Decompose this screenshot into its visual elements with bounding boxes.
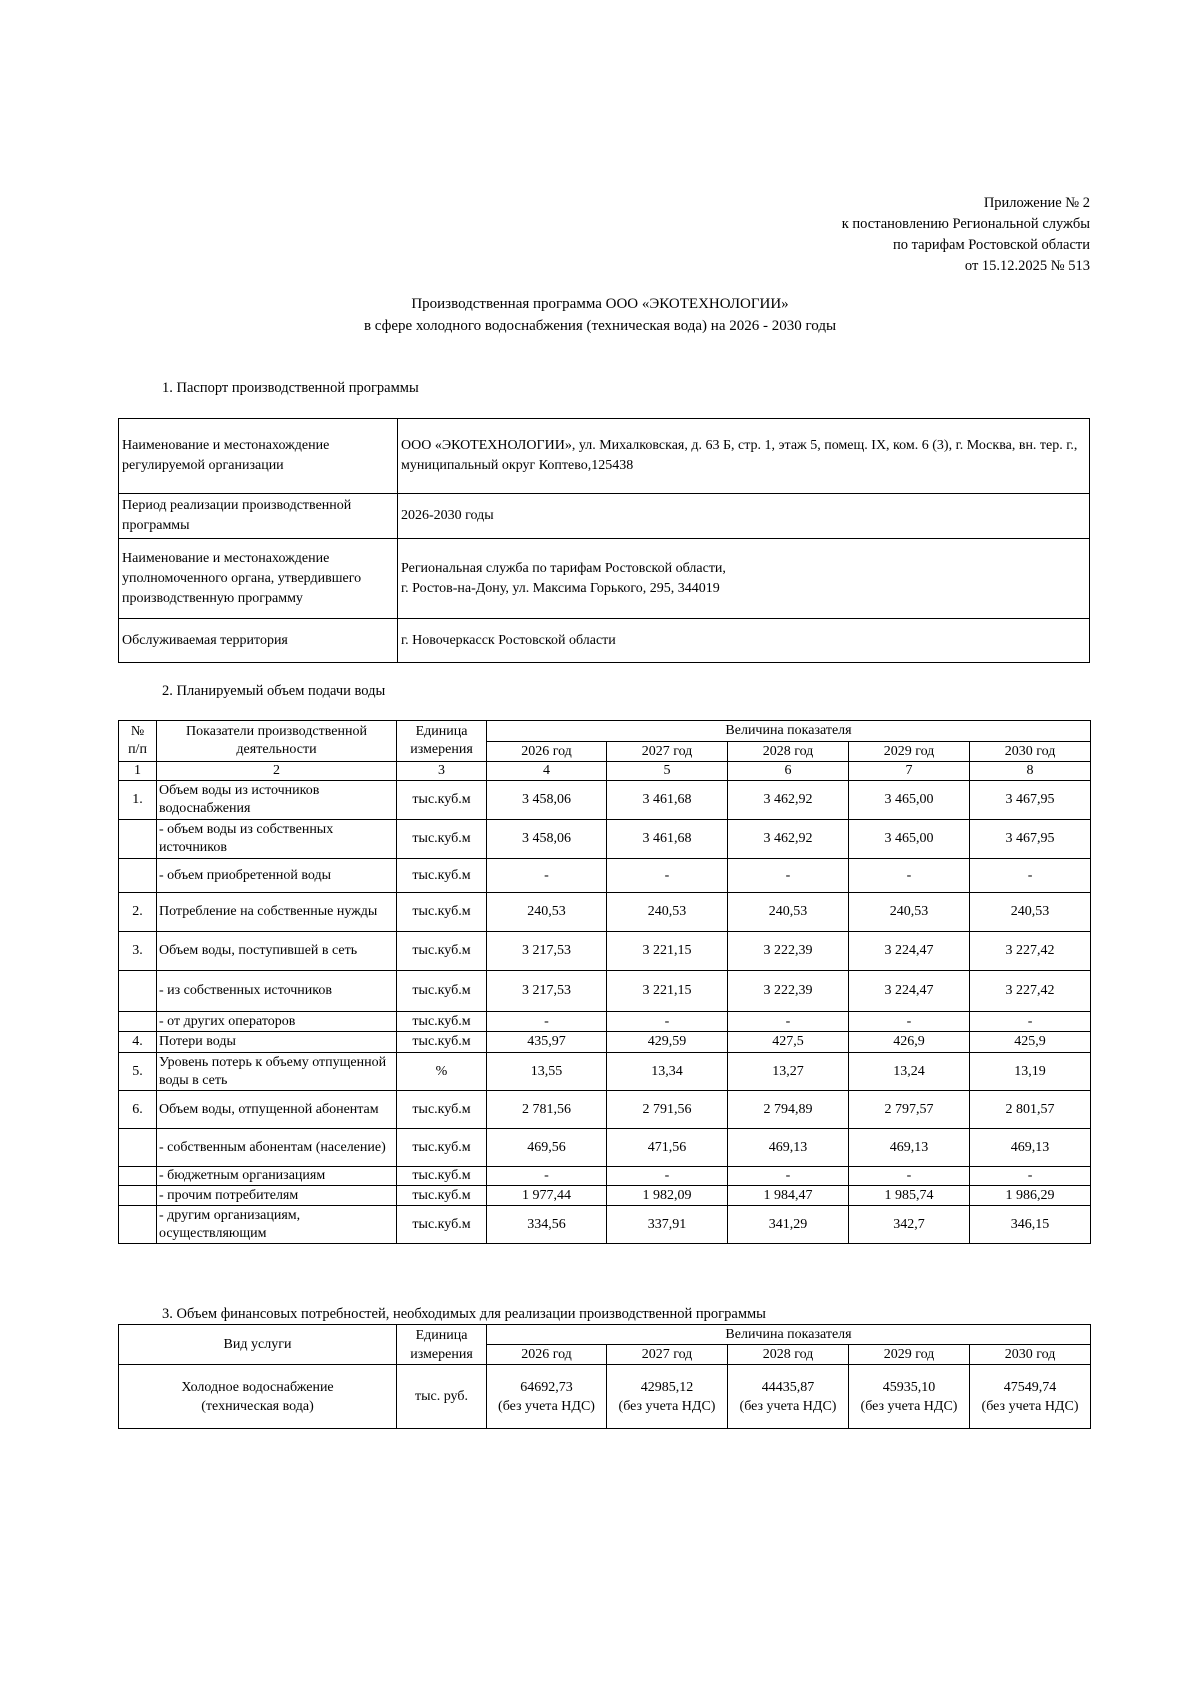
financial-needs-table xyxy=(118,1324,1091,1429)
value-cell: - xyxy=(728,1012,849,1032)
passport-value: г. Новочеркасск Ростовской области xyxy=(398,619,1090,663)
table-row xyxy=(119,932,1091,971)
value-cell: 341,29 xyxy=(728,1206,849,1244)
unit-cell: тыс.куб.м xyxy=(397,1129,487,1167)
passport-table xyxy=(118,418,1090,663)
value-cell: 3 461,68 xyxy=(607,820,728,859)
vat-note: (без учета НДС) xyxy=(981,1398,1079,1414)
value-cell: 3 465,00 xyxy=(849,781,970,820)
year-header: 2026 год xyxy=(487,742,607,762)
passport-value xyxy=(398,539,1090,619)
indicator-label: Объем воды, поступившей в сеть xyxy=(157,932,397,971)
value-cell: 427,5 xyxy=(728,1032,849,1053)
row-number: 4. xyxy=(119,1032,157,1053)
value-cell: 3 467,95 xyxy=(970,781,1091,820)
appendix-number: Приложение № 2 xyxy=(983,195,1090,211)
value-cell: 3 227,42 xyxy=(970,971,1091,1012)
value-cell: 469,13 xyxy=(849,1129,970,1167)
indicator-label: - прочим потребителям xyxy=(157,1186,397,1206)
passport-label: Наименование и местонахождение регулируемой организации xyxy=(119,419,398,494)
passport-label: Обслуживаемая территория xyxy=(119,619,398,663)
service-cell xyxy=(119,1365,397,1429)
year-header: 2027 год xyxy=(607,1345,728,1365)
value-cell: 3 458,06 xyxy=(487,781,607,820)
header-text: Единица xyxy=(415,724,468,739)
column-unit-header xyxy=(397,721,487,762)
column-indicator-header: Показатели производственной деятельности xyxy=(157,721,397,762)
value-cell: 3 224,47 xyxy=(849,932,970,971)
unit-cell: тыс. руб. xyxy=(397,1365,487,1429)
value-cell: 3 227,42 xyxy=(970,932,1091,971)
value-cell: 2 794,89 xyxy=(728,1091,849,1129)
value-cell: 240,53 xyxy=(487,893,607,932)
value-cell: 13,27 xyxy=(728,1053,849,1091)
column-number-row xyxy=(119,762,1091,781)
header-text: измерения xyxy=(410,742,473,757)
passport-value: 2026-2030 годы xyxy=(398,494,1090,539)
vat-note: (без учета НДС) xyxy=(498,1398,595,1414)
row-number xyxy=(119,1206,157,1244)
row-number: 6. xyxy=(119,1091,157,1129)
table-row xyxy=(119,1053,1091,1091)
value-cell: 240,53 xyxy=(970,893,1091,932)
value-cell: 426,9 xyxy=(849,1032,970,1053)
value-cell: 2 781,56 xyxy=(487,1091,607,1129)
table-row xyxy=(119,539,1090,619)
amount: 64692,73 xyxy=(520,1379,573,1395)
column-value-header: Величина показателя xyxy=(487,721,1091,742)
value-cell: 469,56 xyxy=(487,1129,607,1167)
appendix-line-2: к постановлению Региональной службы xyxy=(841,216,1090,232)
value-cell: - xyxy=(970,1167,1091,1186)
table-row xyxy=(119,419,1090,494)
value-cell: 3 224,47 xyxy=(849,971,970,1012)
table-row xyxy=(119,1186,1091,1206)
indicator-label: Объем воды, отпущенной абонентам xyxy=(157,1091,397,1129)
table-row xyxy=(119,781,1091,820)
value-cell: - xyxy=(607,1167,728,1186)
indicator-label: - другим организациям, осуществляющим xyxy=(157,1206,397,1244)
row-number: 3. xyxy=(119,932,157,971)
column-index: 3 xyxy=(397,762,487,781)
row-number xyxy=(119,859,157,893)
value-cell: 240,53 xyxy=(849,893,970,932)
value-cell xyxy=(728,1365,849,1429)
unit-cell: тыс.куб.м xyxy=(397,1206,487,1244)
value-cell: - xyxy=(487,1167,607,1186)
unit-cell: тыс.куб.м xyxy=(397,1012,487,1032)
row-number: 2. xyxy=(119,893,157,932)
value-cell: 3 221,15 xyxy=(607,932,728,971)
service-header: Вид услуги xyxy=(119,1325,397,1365)
unit-cell: % xyxy=(397,1053,487,1091)
header-text: измерения xyxy=(410,1346,473,1362)
value-cell: 346,15 xyxy=(970,1206,1091,1244)
unit-cell: тыс.куб.м xyxy=(397,1091,487,1129)
year-header: 2026 год xyxy=(487,1345,607,1365)
table-row xyxy=(119,1129,1091,1167)
value-cell: - xyxy=(487,1012,607,1032)
value-cell xyxy=(849,1365,970,1429)
value-cell: 240,53 xyxy=(607,893,728,932)
table-row xyxy=(119,619,1090,663)
value-cell: 3 467,95 xyxy=(970,820,1091,859)
value-cell: 2 797,57 xyxy=(849,1091,970,1129)
water-volume-body xyxy=(119,781,1091,1244)
table-row xyxy=(119,1012,1091,1032)
row-number xyxy=(119,1186,157,1206)
service-line-1: Холодное водоснабжение xyxy=(181,1379,334,1395)
value-cell: 435,97 xyxy=(487,1032,607,1053)
water-volume-table xyxy=(118,720,1091,1244)
indicator-label: - из собственных источников xyxy=(157,971,397,1012)
table-header-row xyxy=(119,721,1091,742)
table-row xyxy=(119,1091,1091,1129)
unit-cell: тыс.куб.м xyxy=(397,1032,487,1053)
value-cell: - xyxy=(849,1012,970,1032)
section-3-title: 3. Объем финансовых потребностей, необходимых для реализации производственной программы xyxy=(162,1306,766,1322)
unit-cell: тыс.куб.м xyxy=(397,859,487,893)
table-row xyxy=(119,859,1091,893)
indicator-label: - собственным абонентам (население) xyxy=(157,1129,397,1167)
value-cell: 3 465,00 xyxy=(849,820,970,859)
value-cell: 3 458,06 xyxy=(487,820,607,859)
value-cell: 240,53 xyxy=(728,893,849,932)
vat-note: (без учета НДС) xyxy=(618,1398,716,1414)
value-cell: 13,24 xyxy=(849,1053,970,1091)
indicator-label: - объем воды из собственных источников xyxy=(157,820,397,859)
indicator-label: Уровень потерь к объему отпущенной воды в сеть xyxy=(157,1053,397,1091)
value-cell: 2 801,57 xyxy=(970,1091,1091,1129)
passport-value-line-2: г. Ростов-на-Дону, ул. Максима Горького, 295, 344019 xyxy=(401,580,720,596)
passport-value: ООО «ЭКОТЕХНОЛОГИИ», ул. Михалковская, д. 63 Б, стр. 1, этаж 5, помещ. IX, ком. 6 (3), г. Москва, вн. тер. г., муниципальный округ Коптево,125438 xyxy=(398,419,1090,494)
value-cell: 3 461,68 xyxy=(607,781,728,820)
appendix-date: от 15.12.2025 № 513 xyxy=(964,258,1090,274)
value-cell xyxy=(970,1365,1091,1429)
value-cell: 1 985,74 xyxy=(849,1186,970,1206)
table-row xyxy=(119,1167,1091,1186)
year-header: 2029 год xyxy=(849,742,970,762)
row-number: 1. xyxy=(119,781,157,820)
value-cell: 1 977,44 xyxy=(487,1186,607,1206)
service-line-2: (техническая вода) xyxy=(201,1398,314,1414)
value-cell xyxy=(607,1365,728,1429)
vat-note: (без учета НДС) xyxy=(739,1398,837,1414)
column-number-header xyxy=(119,721,157,762)
value-cell: 337,91 xyxy=(607,1206,728,1244)
value-cell: 3 462,92 xyxy=(728,781,849,820)
header-text: п/п xyxy=(128,742,147,757)
unit-cell: тыс.куб.м xyxy=(397,1167,487,1186)
value-cell: 1 982,09 xyxy=(607,1186,728,1206)
column-index: 2 xyxy=(157,762,397,781)
appendix-header xyxy=(842,193,1090,277)
table-row xyxy=(119,1206,1091,1244)
value-cell: 3 217,53 xyxy=(487,971,607,1012)
unit-cell: тыс.куб.м xyxy=(397,971,487,1012)
indicator-label: Потребление на собственные нужды xyxy=(157,893,397,932)
value-cell: 471,56 xyxy=(607,1129,728,1167)
indicator-label: Объем воды из источников водоснабжения xyxy=(157,781,397,820)
value-cell: - xyxy=(970,1012,1091,1032)
column-index: 7 xyxy=(849,762,970,781)
value-cell: 3 222,39 xyxy=(728,932,849,971)
value-cell: - xyxy=(728,859,849,893)
section-2-title: 2. Планируемый объем подачи воды xyxy=(162,683,386,699)
value-cell: 13,55 xyxy=(487,1053,607,1091)
indicator-label: - бюджетным организациям xyxy=(157,1167,397,1186)
unit-cell: тыс.куб.м xyxy=(397,1186,487,1206)
value-cell: 334,56 xyxy=(487,1206,607,1244)
column-index: 6 xyxy=(728,762,849,781)
value-cell: - xyxy=(487,859,607,893)
document-title xyxy=(0,293,1200,337)
indicator-label: - объем приобретенной воды xyxy=(157,859,397,893)
amount: 42985,12 xyxy=(640,1379,694,1395)
value-cell: 13,34 xyxy=(607,1053,728,1091)
value-cell: 3 462,92 xyxy=(728,820,849,859)
table-row xyxy=(119,1032,1091,1053)
value-cell: - xyxy=(970,859,1091,893)
value-cell: 3 217,53 xyxy=(487,932,607,971)
section-1-title: 1. Паспорт производственной программы xyxy=(162,380,419,396)
column-index: 8 xyxy=(970,762,1091,781)
year-header: 2030 год xyxy=(970,1345,1091,1365)
table-row xyxy=(119,893,1091,932)
value-cell: 469,13 xyxy=(728,1129,849,1167)
table-row xyxy=(119,494,1090,539)
row-number xyxy=(119,1167,157,1186)
header-text: № xyxy=(130,724,145,739)
value-cell: - xyxy=(607,859,728,893)
column-index: 5 xyxy=(607,762,728,781)
indicator-label: - от других операторов xyxy=(157,1012,397,1032)
value-cell: 425,9 xyxy=(970,1032,1091,1053)
table-header-row xyxy=(119,1325,1091,1345)
value-cell: - xyxy=(607,1012,728,1032)
value-cell: 469,13 xyxy=(970,1129,1091,1167)
value-header: Величина показателя xyxy=(487,1325,1091,1345)
unit-cell: тыс.куб.м xyxy=(397,893,487,932)
appendix-line-3: по тарифам Ростовской области xyxy=(893,237,1090,253)
unit-cell: тыс.куб.м xyxy=(397,932,487,971)
row-number xyxy=(119,1012,157,1032)
value-cell: 2 791,56 xyxy=(607,1091,728,1129)
row-number: 5. xyxy=(119,1053,157,1091)
value-cell: 429,59 xyxy=(607,1032,728,1053)
document-title-line-2: в сфере холодного водоснабжения (техническая вода) на 2026 - 2030 годы xyxy=(363,318,837,334)
amount: 44435,87 xyxy=(761,1379,815,1395)
passport-label: Наименование и местонахождение уполномоченного органа, утвердившего производственную программу xyxy=(119,539,398,619)
value-cell: 342,7 xyxy=(849,1206,970,1244)
year-header: 2027 год xyxy=(607,742,728,762)
column-index: 1 xyxy=(119,762,157,781)
value-cell: 3 221,15 xyxy=(607,971,728,1012)
value-cell xyxy=(487,1365,607,1429)
row-number xyxy=(119,1129,157,1167)
year-header: 2029 год xyxy=(849,1345,970,1365)
unit-header xyxy=(397,1325,487,1365)
indicator-label: Потери воды xyxy=(157,1032,397,1053)
row-number xyxy=(119,971,157,1012)
value-cell: 13,19 xyxy=(970,1053,1091,1091)
column-index: 4 xyxy=(487,762,607,781)
year-header: 2028 год xyxy=(728,1345,849,1365)
passport-label: Период реализации производственной программы xyxy=(119,494,398,539)
header-text: Единица xyxy=(415,1327,468,1343)
year-header: 2028 год xyxy=(728,742,849,762)
year-header: 2030 год xyxy=(970,742,1091,762)
document-title-line-1: Производственная программа ООО «ЭКОТЕХНОЛОГИИ» xyxy=(411,296,789,312)
amount: 47549,74 xyxy=(1003,1379,1057,1395)
table-row xyxy=(119,820,1091,859)
unit-cell: тыс.куб.м xyxy=(397,781,487,820)
value-cell: - xyxy=(728,1167,849,1186)
table-row xyxy=(119,1365,1091,1429)
value-cell: 3 222,39 xyxy=(728,971,849,1012)
vat-note: (без учета НДС) xyxy=(860,1398,958,1414)
table-row xyxy=(119,971,1091,1012)
value-cell: 1 984,47 xyxy=(728,1186,849,1206)
amount: 45935,10 xyxy=(882,1379,936,1395)
row-number xyxy=(119,820,157,859)
unit-cell: тыс.куб.м xyxy=(397,820,487,859)
value-cell: - xyxy=(849,1167,970,1186)
value-cell: 1 986,29 xyxy=(970,1186,1091,1206)
passport-value-line-1: Региональная служба по тарифам Ростовской области, xyxy=(401,560,726,576)
value-cell: - xyxy=(849,859,970,893)
